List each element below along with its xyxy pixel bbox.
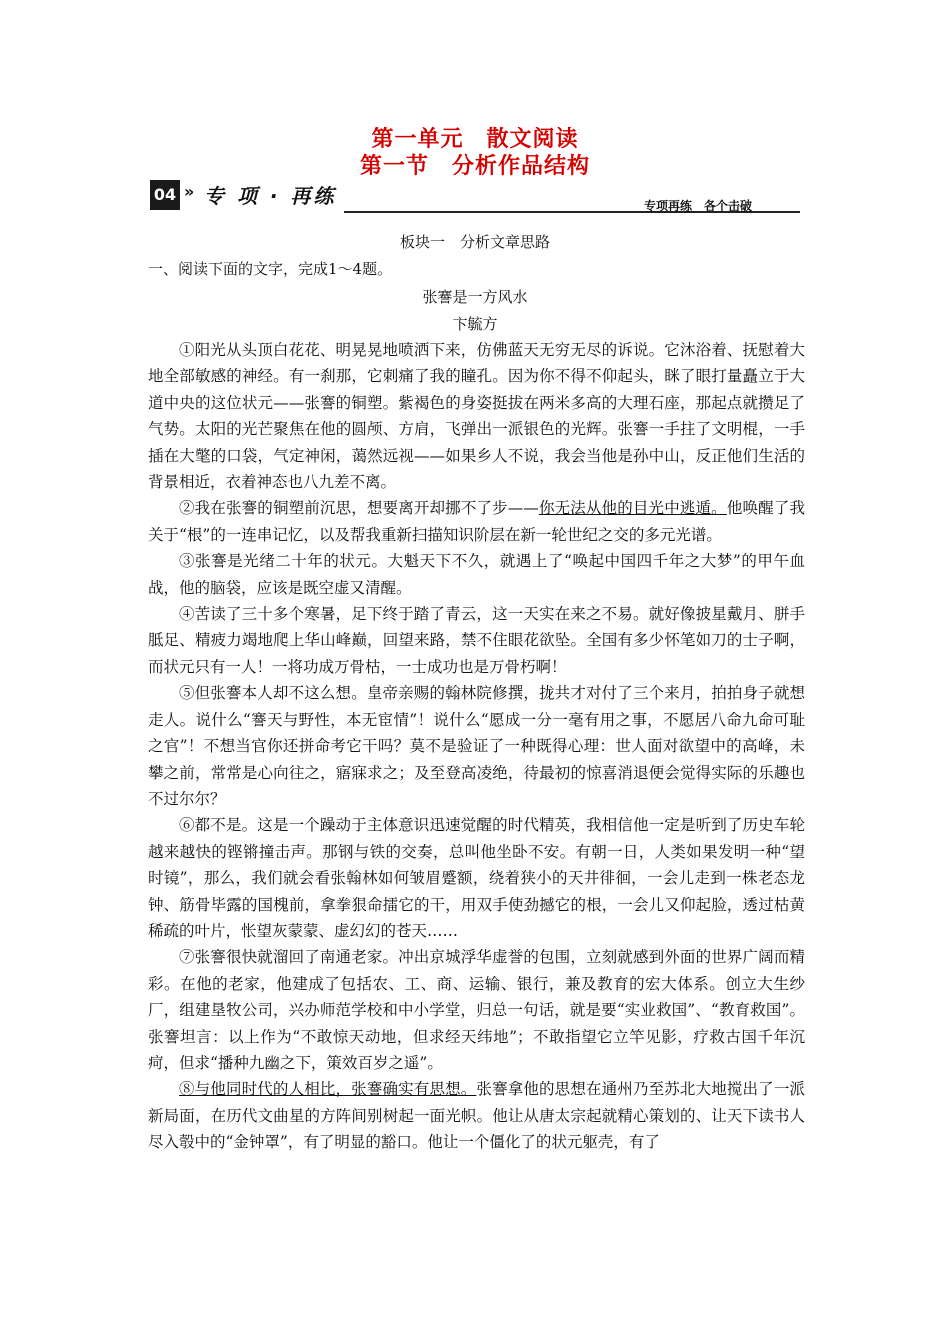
paragraph-8 (148, 1076, 805, 1155)
double-arrow-icon: » (184, 182, 195, 201)
banner-title: 专 项 · 再练 (204, 184, 337, 208)
paragraph-8-text: 张謇拿他的思想在通州乃至苏北大地搅出了一派新局面，在历代文曲星的方阵间别树起一面光帜。他让从唐太宗起就精心策划的、让天下读书人尽入彀中的“金钟罩”，有了明显的豁口。他让一个僵化了的状元躯壳，有了 (148, 1080, 805, 1152)
paragraph-4: ④苦读了三十多个寒暑，足下终于踏了青云，这一天实在来之不易。就好像披星戴月、胼手胝足、精疲力竭地爬上华山峰巅，回望来路，禁不住眼花欲坠。全国有多少怀笔如刀的士子啊，而状元只有一人！一将功成万骨枯，一士成功也是万骨朽啊！ (148, 605, 805, 676)
article-body (148, 337, 805, 1156)
practice-banner (148, 178, 800, 212)
block-title: 板块一 分析文章思路 (399, 233, 550, 251)
article-title: 张謇是一方风水 (422, 288, 528, 306)
section-title: 第一节 分析作品结构 (359, 153, 590, 179)
banner-subtitle: 专项再练 各个击破 (643, 199, 752, 213)
article-author: 卞毓方 (452, 315, 498, 333)
paragraph-2 (148, 495, 805, 548)
paragraph-2-underlined: 你无法从他的目光中逃遁。 (538, 499, 727, 518)
paragraph-7: ⑦张謇很快就溜回了南通老家。冲出京城浮华虚誉的包围，立刻就感到外面的世界广阔而精彩。在他的老家，他建成了包括农、工、商、运输、银行，兼及教育的宏大体系。创立大生纱厂，组建垦牧公司，兴办师范学校和中小学堂，归总一句话，就是要“实业救国”、“教育救国”。张謇坦言：以上作为“不敢惊天动地，但求经天纬地”；不敢指望它立竿见影，疗救古国千年沉疴，但求“播种九幽之下，策效百岁之遥”。 (148, 948, 805, 1072)
paragraph-3: ③张謇是光绪二十年的状元。大魁天下不久，就遇上了“唤起中国四千年之大梦”的甲午血战，他的脑袋，应该是既空虚又清醒。 (148, 552, 805, 597)
instruction: 一、阅读下面的文字，完成1～4题。 (148, 260, 393, 278)
paragraph-1: ①阳光从头顶白花花、明晃晃地喷洒下来，仿佛蓝天无穷无尽的诉说。它沐浴着、抚慰着大地全部敏感的神经。有一刹那，它刺痛了我的瞳孔。因为你不得不仰起头，眯了眼打量矗立于大道中央的这位状元——张謇的铜塑。紫褐色的身姿挺拔在两米多高的大理石座，那起点就攒足了气势。太阳的光芒聚焦在他的圆颅、方肩，飞弹出一派银色的光辉。张謇一手拄了文明棍，一手插在大氅的口袋，气定神闲，蔼然远视——如果乡人不说，我会当他是孙中山，反正他们生活的背景相近，衣着神态也八九差不离。 (148, 341, 805, 492)
paragraph-2-text-a: ②我在张謇的铜塑前沉思，想要离开却挪不了步—— (179, 499, 539, 518)
paragraph-6: ⑥都不是。这是一个躁动于主体意识迅速觉醒的时代精英，我相信他一定是听到了历史车轮越来越快的铿锵撞击声。那钢与铁的交奏，总叫他坐卧不安。有朝一日，人类如果发明一种“望时镜”，那么，我们就会看张翰林如何皱眉蹙额，绕着狭小的天井徘徊，一会儿走到一株老态龙钟、筋骨毕露的国槐前，拿拳狠命擂它的干，用双手使劲撼它的根，一会儿又仰起脸，透过枯黄稀疏的叶片，怅望灰蒙蒙、虚幻幻的苍天…… (148, 816, 805, 940)
unit-title: 第一单元 散文阅读 (371, 126, 579, 152)
paragraph-8-underlined: ⑧与他同时代的人相比，张謇确实有思想。 (179, 1080, 477, 1099)
paragraph-5: ⑤但张謇本人却不这么想。皇帝亲赐的翰林院修撰，拢共才对付了三个来月，拍拍身子就想走人。说什么“謇天与野性，本无宦情”！说什么“愿成一分一毫有用之事，不愿居八命九命可耻之官”！不想当官你还拼命考它干吗？莫不是验证了一种既得心理：世人面对欲望中的高峰，未攀之前，常常是心向往之，寤寐求之；及至登高凌绝，待最初的惊喜消退便会觉得实际的乐趣也不过尔尔？ (148, 684, 805, 808)
paragraph-2-text-b: 他唤醒了我关于“根”的一连串记忆，以及帮我重新扫描知识阶层在新一轮世纪之交的多元光谱。 (148, 499, 805, 544)
banner-badge: 04 (150, 180, 180, 210)
